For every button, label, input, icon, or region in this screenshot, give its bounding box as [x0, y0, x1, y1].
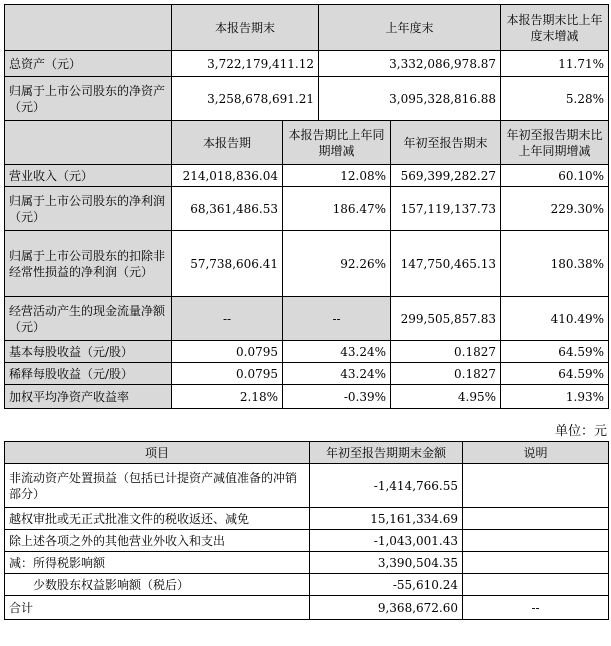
note-cell	[463, 574, 609, 596]
value-cell: 180.38%	[501, 231, 609, 297]
amount-cell: -1,414,766.55	[310, 464, 463, 508]
value-cell: 299,505,857.83	[391, 297, 501, 341]
value-cell: 410.49%	[501, 297, 609, 341]
amount-cell: -1,043,001.43	[310, 530, 463, 552]
table-row	[5, 552, 609, 574]
value-cell: 0.0795	[172, 341, 283, 363]
value-cell: --	[283, 297, 391, 341]
value-cell: 64.59%	[501, 363, 609, 385]
value-cell: 11.71%	[501, 51, 609, 77]
row-label: 稀释每股收益（元/股）	[5, 363, 172, 385]
row-label: 加权平均净资产收益率	[5, 385, 172, 409]
table-row	[5, 77, 609, 121]
table-row	[5, 187, 609, 231]
row-label: 总资产（元）	[5, 51, 172, 77]
item-cell: 非流动资产处置损益（包括已计提资产减值准备的冲销部分）	[5, 464, 310, 508]
amount-cell: 15,161,334.69	[310, 508, 463, 530]
row-label: 归属于上市公司股东的净资产（元）	[5, 77, 172, 121]
row-label: 归属于上市公司股东的净利润（元）	[5, 187, 172, 231]
item-cell: 除上述各项之外的其他营业外收入和支出	[5, 530, 310, 552]
header-cell: 年初至报告期末	[391, 121, 501, 165]
table-row	[5, 574, 609, 596]
value-cell: 569,399,282.27	[391, 165, 501, 187]
value-cell: 0.1827	[391, 363, 501, 385]
header-cell: 本报告期比上年同期增减	[283, 121, 391, 165]
value-cell: 186.47%	[283, 187, 391, 231]
header-cell: 年初至报告期期末金额	[310, 442, 463, 464]
item-cell: 少数股东权益影响额（税后）	[5, 574, 310, 596]
value-cell: 3,258,678,691.21	[172, 77, 319, 121]
header-cell: 上年度末	[319, 5, 501, 51]
value-cell: 157,119,137.73	[391, 187, 501, 231]
value-cell: 1.93%	[501, 385, 609, 409]
value-cell: 12.08%	[283, 165, 391, 187]
value-cell: 0.1827	[391, 341, 501, 363]
value-cell: -0.39%	[283, 385, 391, 409]
header-cell: 本报告期末	[172, 5, 319, 51]
value-cell: 0.0795	[172, 363, 283, 385]
value-cell: 43.24%	[283, 341, 391, 363]
table-row	[5, 596, 609, 620]
header-cell: 本报告期末比上年度末增减	[501, 5, 609, 51]
row-label: 营业收入（元）	[5, 165, 172, 187]
header-cell	[5, 5, 172, 51]
table-row	[5, 165, 609, 187]
table-row	[5, 385, 609, 409]
table-row	[5, 231, 609, 297]
header-cell	[5, 121, 172, 165]
value-cell: 5.28%	[501, 77, 609, 121]
financial-summary-table	[4, 4, 609, 409]
amount-cell: -55,610.24	[310, 574, 463, 596]
value-cell: --	[172, 297, 283, 341]
note-cell: --	[463, 596, 609, 620]
table-header-row	[5, 442, 609, 464]
value-cell: 60.10%	[501, 165, 609, 187]
row-label: 经营活动产生的现金流量净额（元）	[5, 297, 172, 341]
value-cell: 68,361,486.53	[172, 187, 283, 231]
value-cell: 229.30%	[501, 187, 609, 231]
value-cell: 43.24%	[283, 363, 391, 385]
note-cell	[463, 464, 609, 508]
header-cell: 本报告期	[172, 121, 283, 165]
note-cell	[463, 530, 609, 552]
value-cell: 64.59%	[501, 341, 609, 363]
amount-cell: 3,390,504.35	[310, 552, 463, 574]
table-row	[5, 297, 609, 341]
value-cell: 3,722,179,411.12	[172, 51, 319, 77]
value-cell: 4.95%	[391, 385, 501, 409]
note-cell	[463, 552, 609, 574]
unit-label: 单位：元	[554, 424, 607, 439]
table-row	[5, 464, 609, 508]
item-cell: 合计	[5, 596, 310, 620]
value-cell: 57,738,606.41	[172, 231, 283, 297]
header-cell: 年初至报告期末比上年同期增减	[501, 121, 609, 165]
table-header-row	[5, 121, 609, 165]
value-cell: 3,332,086,978.87	[319, 51, 501, 77]
amount-cell: 9,368,672.60	[310, 596, 463, 620]
table-row	[5, 508, 609, 530]
table-row	[5, 51, 609, 77]
item-cell: 减：所得税影响额	[5, 552, 310, 574]
row-label: 归属于上市公司股东的扣除非经常性损益的净利润（元）	[5, 231, 172, 297]
table-row	[5, 530, 609, 552]
item-cell: 越权审批或无正式批准文件的税收返还、减免	[5, 508, 310, 530]
note-cell	[463, 508, 609, 530]
row-label: 基本每股收益（元/股）	[5, 341, 172, 363]
table-row	[5, 341, 609, 363]
value-cell: 2.18%	[172, 385, 283, 409]
non-recurring-items-table	[4, 441, 609, 620]
value-cell: 92.26%	[283, 231, 391, 297]
header-cell: 说明	[463, 442, 609, 464]
value-cell: 3,095,328,816.88	[319, 77, 501, 121]
value-cell: 147,750,465.13	[391, 231, 501, 297]
table-header-row	[5, 5, 609, 51]
header-cell: 项目	[5, 442, 310, 464]
value-cell: 214,018,836.04	[172, 165, 283, 187]
table-row	[5, 363, 609, 385]
